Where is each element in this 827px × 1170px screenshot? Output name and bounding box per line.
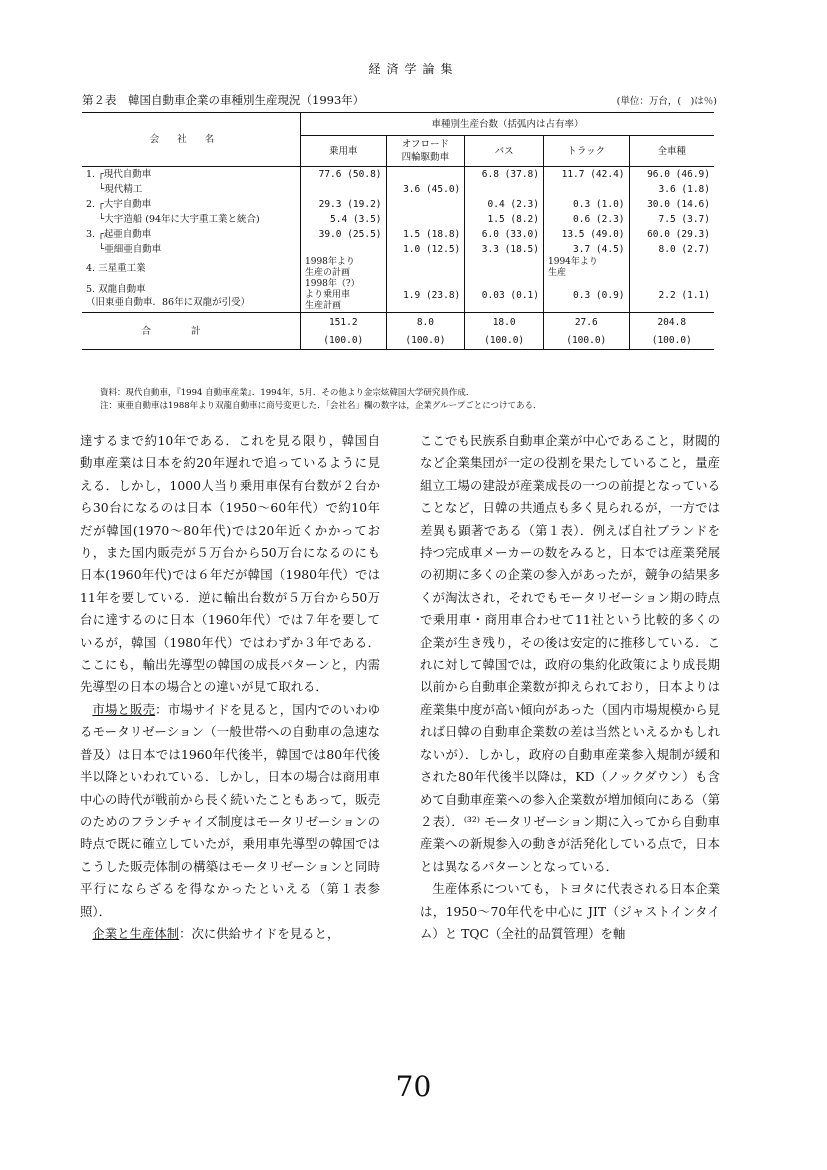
production-table — [82, 112, 714, 350]
total-value: 27.6 — [544, 313, 630, 332]
paragraph-text: 生産体系についても，トヨタに代表される日本企業は，1950〜70年代を中心に JIT（ジャストインタイム）と TQC（全社的品質管理）を軸 — [420, 881, 720, 941]
table-row — [82, 182, 714, 197]
table-cell: 1994年より 生産 — [544, 257, 630, 279]
table-cell — [386, 197, 465, 212]
table-cell: 3.6 (45.0) — [386, 182, 465, 197]
table-cell: 0.6 (2.3) — [544, 212, 630, 227]
table-cell: 60.0 (29.3) — [647, 229, 710, 240]
table-cell: 3.3 (18.5) — [465, 242, 544, 257]
running-head: 経済学論集 — [368, 62, 459, 76]
total-value: 204.8 — [657, 316, 687, 328]
column-header: トラック — [544, 136, 630, 167]
table-cell — [386, 212, 465, 227]
table-row — [82, 257, 714, 279]
table-notes — [100, 387, 720, 413]
table-unit: (単位：万台，( )は％) — [616, 96, 717, 107]
table-row — [82, 242, 714, 257]
paragraph — [420, 878, 720, 945]
company-name: └大宇造船 (94年に大宇重工業と統合) — [82, 212, 301, 227]
table-cell: 0.03 (0.1) — [465, 279, 544, 313]
section-heading: 企業と生産体制 — [92, 925, 180, 941]
table-row — [82, 212, 714, 227]
table-cell: 96.0 (46.9) — [647, 169, 710, 180]
table-cell: 30.0 (14.6) — [647, 199, 710, 210]
company-name: 3. ┌起亜自動車 — [82, 227, 301, 242]
table-cell: 11.7 (42.4) — [544, 167, 630, 183]
table-cell: 3.7 (4.5) — [544, 242, 630, 257]
total-share: (100.0) — [651, 334, 692, 346]
table-cell: 2.2 (1.1) — [658, 290, 710, 301]
table-cell: 13.5 (49.0) — [544, 227, 630, 242]
company-name: 4. 三星重工業 — [82, 257, 301, 279]
table-row — [82, 227, 714, 242]
paragraph-text: 達するまで約10年である．これを見る限り，韓国自動車産業は日本を約20年遅れで追っているように見える．しかし，1000人当り乗用車保有台数が２台から30台になるのは日本（1950〜60年代）で約10年だが韓国(1970〜80年代)では20年近くかかっており，また国内販売が５万台から50万台になるのにも日本(1960年代)では６年だが韓国（1980年代）では11年を要している．逆に輸出台数が５万台から50万台に達するのに日本（1960年代）では７年を要しているが，韓国（1980年代）ではわずか３年である．ここにも，輸出先導型の韓国の成長パターンと，内需先導型の日本の場合との違いが見て取れる． — [80, 433, 380, 695]
table-row — [82, 279, 714, 313]
total-row — [82, 313, 714, 332]
column-header: 乗用車 — [301, 136, 387, 167]
table-title: 第２表 韓国自動車企業の車種別生産現況（1993年） — [82, 93, 365, 107]
company-name: 5. 双龍自動車 （旧東亜自動車．86年に双龍が引受） — [82, 279, 301, 313]
total-share: (100.0) — [544, 331, 630, 350]
table-cell: 29.3 (19.2) — [301, 197, 387, 212]
company-name: 1. ┌現代自動車 — [82, 167, 301, 183]
table-cell: 0.4 (2.3) — [465, 197, 544, 212]
table-cell — [301, 182, 387, 197]
paragraph-text: ここでも民族系自動車企業が中心であること，財閥的など企業集団が一定の役割を果たしていること，量産組立工場の建設が産業成長の一つの前提となっていることなど，日韓の共通点も多く見られるが，一方では差異も顕著である（第１表）．例えば自社ブランドを持つ完成車メーカーの数をみると，日本では産業発展の初期に多くの企業の参入があったが，競争の結果多くが淘汰され，それでもモータリゼーション期の時点で乗用車・商用車合わせて11社という比較的多くの企業が生き残り，その後は安定的に推移している．これに対して韓国では，政府の集約化政策により成長期以前から自動車企業数が抑えられており，日本よりは産業集中度が高い傾向があった（国内市場規模から見れば日韓の自動車企業数の差は当然といえるかもしれないが）．しかし，政府の自動車産業参入規制が緩和された80年代後半以降は，KD（ノックダウン）も含めて自動車産業への参入企業数が増加傾向にある（第２表）．⁽³²⁾ モータリゼーション期に入ってから自動車産業への新規参入の動きが活発化している点で，日本とは異なるパターンとなっている． — [420, 433, 720, 874]
page-number: 70 — [395, 1070, 432, 1103]
table-cell — [386, 167, 465, 183]
paragraph-text: ：市場サイドを見ると，国内でのいわゆるモータリゼーション（一般世帯への自動車の急速な普及）は日本では1960年代後半，韓国では80年代後半以降といわれている．しかし，日本の場合は商用車中心の時代が戦前から長く続いたこともあって，販売のためのフランチャイズ制度はモータリゼーションの時点で既に確立していたが，乗用車先導型の韓国ではこうした販売体制の構築はモータリゼーションと同時平行にならざるを得なかったといえる（第１表参照）． — [80, 701, 380, 919]
table-cell: 39.0 (25.5) — [301, 227, 387, 242]
column-header: オフロード 四輪駆動車 — [386, 136, 465, 167]
table-cell: 1998年より 生産の計画 — [301, 257, 387, 279]
right-column — [420, 430, 720, 945]
paragraph — [80, 430, 380, 699]
table-cell — [465, 257, 544, 279]
table-cell: 1.9 (23.8) — [386, 279, 465, 313]
table-cell — [301, 242, 387, 257]
table-cell: 0.3 (1.0) — [544, 197, 630, 212]
left-column — [80, 430, 380, 945]
section-heading: 市場と販売 — [92, 701, 156, 717]
paragraph-text: ：次に供給サイドを見ると， — [179, 925, 340, 941]
table-cell: 3.6 (1.8) — [658, 184, 710, 195]
table-cell: 0.3 (0.9) — [544, 279, 630, 313]
table-cell — [386, 257, 465, 279]
company-name: └現代精工 — [82, 182, 301, 197]
paragraph — [80, 923, 380, 945]
table-cell: 6.0 (33.0) — [465, 227, 544, 242]
table-cell — [544, 182, 630, 197]
total-value: 151.2 — [301, 313, 387, 332]
total-share: (100.0) — [465, 331, 544, 350]
column-header: 全車種 — [657, 145, 687, 157]
table-cell: 1.0 (12.5) — [386, 242, 465, 257]
group-header: 車種別生産台数（括弧内は占有率） — [301, 113, 715, 136]
table-row — [82, 197, 714, 212]
paragraph — [80, 699, 380, 923]
total-value: 18.0 — [465, 313, 544, 332]
paragraph — [420, 430, 720, 878]
table-cell — [629, 257, 714, 279]
table-cell: 77.6 (50.8) — [301, 167, 387, 183]
company-name: └亜細亜自動車 — [82, 242, 301, 257]
table-cell — [465, 182, 544, 197]
company-header: 会社名 — [82, 113, 301, 167]
table-note: 注：東亜自動車は1988年より双龍自動車に商号変更した．「会社名」欄の数字は，企業グループごとにつけてある． — [100, 401, 542, 411]
table-row — [82, 167, 714, 183]
table-source: 資料：現代自動車，『1994 自動車産業』．1994年，5月．その他より金宗炫韓国大学研究員作成． — [100, 388, 475, 398]
total-label: 合計 — [82, 313, 301, 350]
total-value: 8.0 — [386, 313, 465, 332]
table-cell: 1.5 (18.8) — [386, 227, 465, 242]
table-cell: 5.4 (3.5) — [301, 212, 387, 227]
table-cell: 6.8 (37.8) — [465, 167, 544, 183]
company-name: 2. ┌大宇自動車 — [82, 197, 301, 212]
table-cell: 7.5 (3.7) — [658, 214, 710, 225]
column-header: バス — [465, 136, 544, 167]
total-share: (100.0) — [301, 331, 387, 350]
table-cell: 1998年（?） より乗用車 生産計画 — [301, 279, 387, 313]
table-cell: 1.5 (8.2) — [465, 212, 544, 227]
table-cell: 8.0 (2.7) — [658, 244, 710, 255]
total-share: (100.0) — [386, 331, 465, 350]
